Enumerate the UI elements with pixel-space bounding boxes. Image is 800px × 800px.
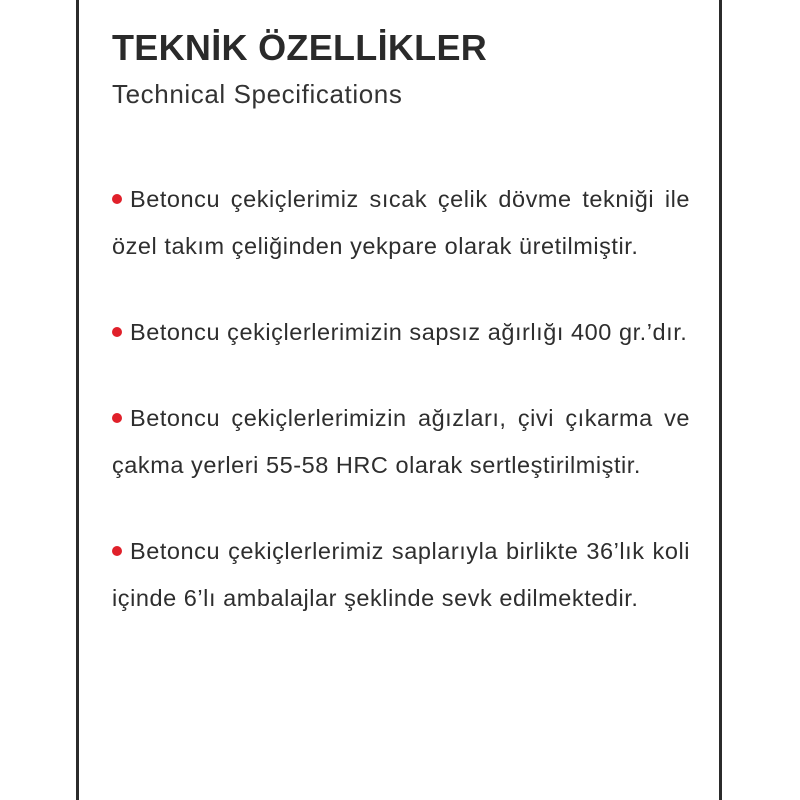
spec-text: Betoncu çekiçlerimiz sıcak çelik dövme tekniği ile özel takım çeliğinden yekpare olarak üretilmiştir.	[112, 186, 690, 259]
red-bullet-icon	[112, 194, 122, 204]
spec-text: Betoncu çekiçlerlerimizin sapsız ağırlığı 400 gr.’dır.	[130, 319, 688, 345]
spec-text: Betoncu çekiçlerlerimiz saplarıyla birlikte 36’lık koli içinde 6’lı ambalajlar şeklinde sevk edilmektedir.	[112, 538, 690, 611]
spec-content	[112, 22, 690, 661]
spec-text: Betoncu çekiçlerlerimizin ağızları, çivi çıkarma ve çakma yerleri 55-58 HRC olarak sertleştirilmiştir.	[112, 405, 690, 478]
spec-item	[112, 395, 690, 489]
page-title: TEKNİK ÖZELLİKLER	[112, 27, 488, 68]
page-subtitle: Technical Specifications	[112, 79, 403, 109]
red-bullet-icon	[112, 327, 122, 337]
red-bullet-icon	[112, 546, 122, 556]
spec-list	[112, 176, 690, 622]
red-bullet-icon	[112, 413, 122, 423]
spec-item	[112, 528, 690, 622]
spec-item	[112, 176, 690, 270]
spec-item	[112, 309, 690, 356]
